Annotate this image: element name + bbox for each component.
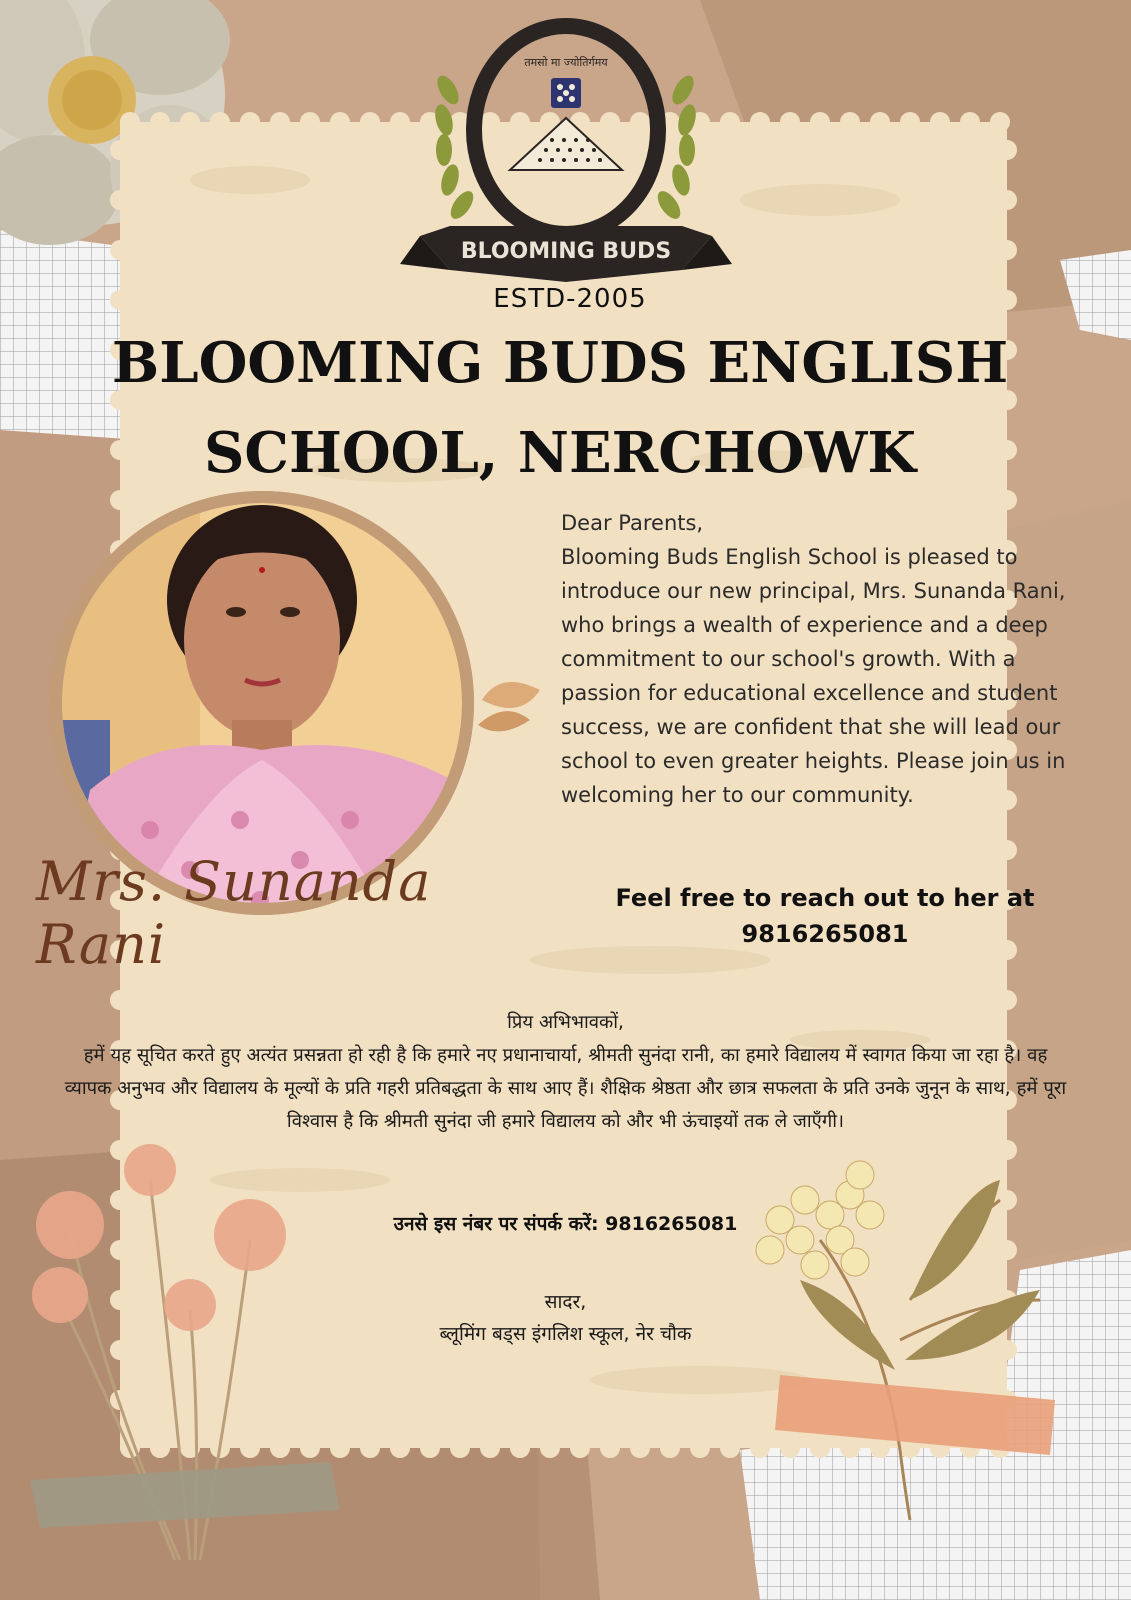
- logo-motto-text: तमसो मा ज्योतिर्गमय: [524, 56, 608, 69]
- english-letter: [561, 506, 1101, 812]
- english-contact-phone: 9816265081: [741, 920, 909, 948]
- english-salutation: Dear Parents,: [561, 511, 704, 535]
- closing-regards: सादर,: [544, 1291, 587, 1313]
- english-letter-body: Blooming Buds English School is pleased to introduce our new principal, Mrs. Sunanda Rani, who brings a wealth of experience and a deep commitment to our school's growth. With a passion for educational excellence and student success, we are confident that she will lead our school to even greater heights. Please join us in welcoming her to our community.: [561, 545, 1066, 807]
- hindi-closing: [300, 1286, 831, 1350]
- closing-signature: ब्लूमिंग बड्स इंगलिश स्कूल, नेर चौक: [439, 1323, 692, 1345]
- principal-name: Mrs. Sunanda Rani: [36, 850, 432, 976]
- school-title-line-2: SCHOOL, NERCHOWK: [203, 420, 917, 486]
- hindi-salutation: प्रिय अभिभावकों,: [507, 1012, 624, 1033]
- logo-banner-text: BLOOMING BUDS: [460, 239, 672, 264]
- hindi-contact: उनसे इस नंबर पर संपर्क करें: 9816265081: [393, 1213, 738, 1235]
- english-contact-line: Feel free to reach out to her at: [615, 884, 1035, 912]
- hindi-letter: [60, 1006, 1071, 1138]
- school-title: [80, 318, 1040, 498]
- established-year: ESTD-2005: [493, 284, 647, 314]
- hindi-letter-body: हमें यह सूचित करते हुए अत्यंत प्रसन्नता हो रही है कि हमारे नए प्रधानाचार्या, श्रीमती सुनंदा रानी, का हमारे विद्यालय में स्वागत किया जा रहा है। वह व्यापक अनुभव और विद्यालय के मूल्यों के प्रति गहरी प्रतिबद्धता के साथ आए हैं। शैक्षिक श्रेष्ठता और छात्र सफलता के प्रति उनके जुनून के साथ, हमें पूरा विश्वास है कि श्रीमती सुनंदा जी हमारे विद्यालय को और भी ऊंचाइयों तक ले जाएँगी।: [64, 1045, 1067, 1132]
- logo-text-layer: [0, 0, 1131, 320]
- school-title-line-1: BLOOMING BUDS ENGLISH: [111, 330, 1009, 396]
- english-contact: [590, 880, 1060, 952]
